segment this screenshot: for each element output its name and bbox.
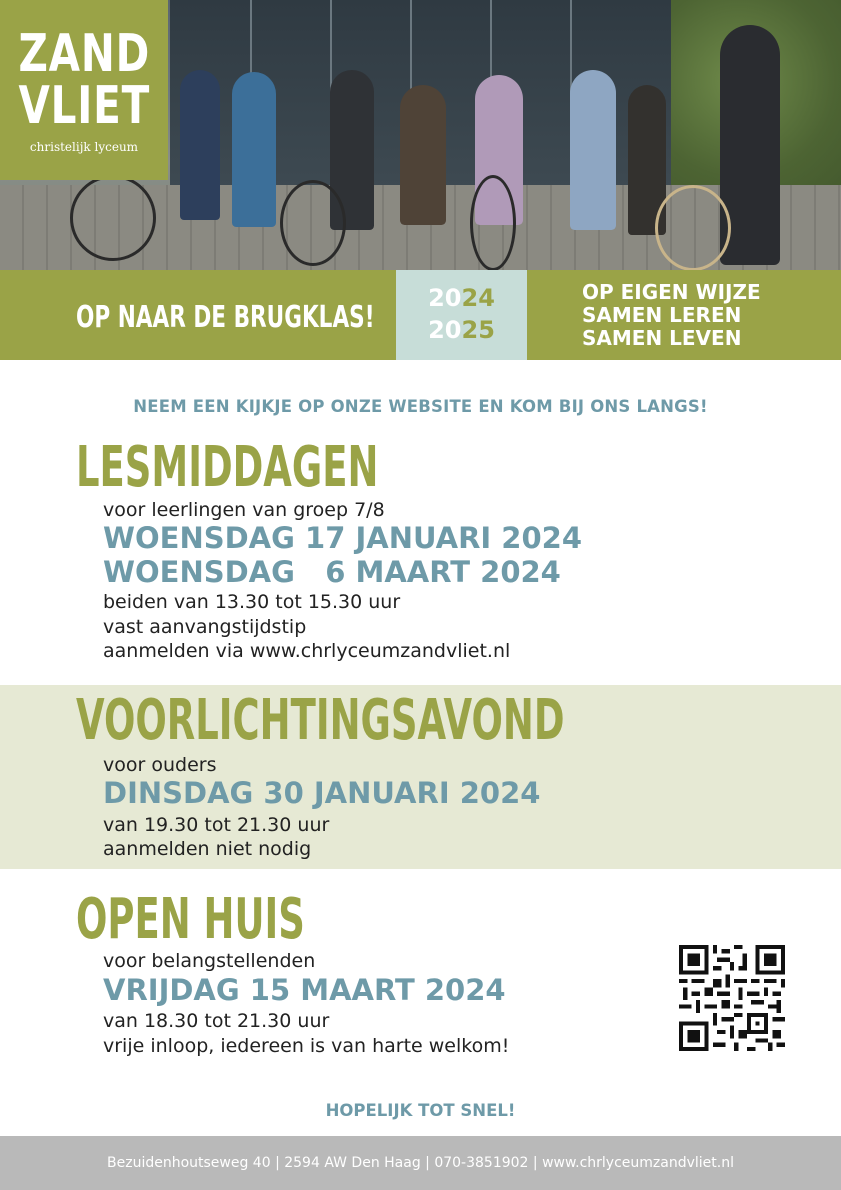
section-title-voorlichting: VOORLICHTINGSAVOND	[76, 688, 565, 753]
logo-subtitle: christelijk lyceum	[29, 140, 139, 154]
openhuis-date: VRIJDAG 15 MAART 2024	[103, 973, 506, 1007]
openhuis-note: vrije inloop, iedereen is van harte welkom!	[103, 1035, 510, 1057]
voorlichting-signup: aanmelden niet nodig	[103, 838, 312, 860]
voorlichting-time: van 19.30 tot 21.30 uur	[103, 814, 330, 836]
section-title-lesmiddagen: LESMIDDAGEN	[76, 435, 379, 500]
photo-bike-wheel	[70, 175, 156, 261]
motto-line: SAMEN LEVEN	[582, 326, 742, 350]
year-line-1	[396, 282, 527, 314]
slogan-text: OP NAAR DE BRUGKLAS!	[76, 300, 375, 335]
school-logo	[0, 0, 168, 180]
lesmiddagen-audience: voor leerlingen van groep 7/8	[103, 499, 385, 521]
footer-contact: Bezuidenhoutseweg 40 | 2594 AW Den Haag | 070-3851902 | www.chrlyceumzandvliet.nl	[0, 1136, 841, 1190]
photo-student	[180, 70, 220, 220]
year-line-2	[396, 314, 527, 346]
openhuis-time: van 18.30 tot 21.30 uur	[103, 1010, 330, 1032]
openhuis-audience: voor belangstellenden	[103, 950, 316, 972]
lesmiddagen-note: vast aanvangstijdstip	[103, 616, 307, 638]
logo-word-vliet: VLIET	[18, 76, 151, 136]
photo-bike-wheel	[470, 175, 516, 270]
photo-bike-wheel	[280, 180, 346, 266]
year-prefix: 20	[428, 316, 462, 344]
school-year-box	[396, 270, 527, 360]
photo-student	[400, 85, 446, 225]
lesmiddagen-date-2: WOENSDAG 6 MAART 2024	[103, 555, 561, 589]
intro-text: NEEM EEN KIJKJE OP ONZE WEBSITE EN KOM BIJ ONS LANGS!	[133, 397, 708, 416]
voorlichting-audience: voor ouders	[103, 754, 217, 776]
motto-line: SAMEN LEREN	[582, 303, 742, 327]
lesmiddagen-signup: aanmelden via www.chrlyceumzandvliet.nl	[103, 640, 511, 662]
voorlichting-date: DINSDAG 30 JANUARI 2024	[103, 776, 541, 810]
lesmiddagen-time: beiden van 13.30 tot 15.30 uur	[103, 591, 401, 613]
qr-code-icon[interactable]	[679, 945, 785, 1051]
closing-text: HOPELIJK TOT SNEL!	[325, 1101, 516, 1120]
motto	[582, 281, 761, 350]
logo-word-zand: ZAND	[18, 24, 151, 84]
section-title-openhuis: OPEN HUIS	[76, 887, 305, 952]
photo-student	[232, 72, 276, 227]
lesmiddagen-date-1: WOENSDAG 17 JANUARI 2024	[103, 521, 583, 555]
year-prefix: 20	[428, 284, 462, 312]
year-suffix: 25	[461, 316, 495, 344]
photo-bike-wheel	[655, 185, 731, 270]
motto-line: OP EIGEN WIJZE	[582, 280, 761, 304]
photo-student	[570, 70, 616, 230]
year-suffix: 24	[461, 284, 495, 312]
